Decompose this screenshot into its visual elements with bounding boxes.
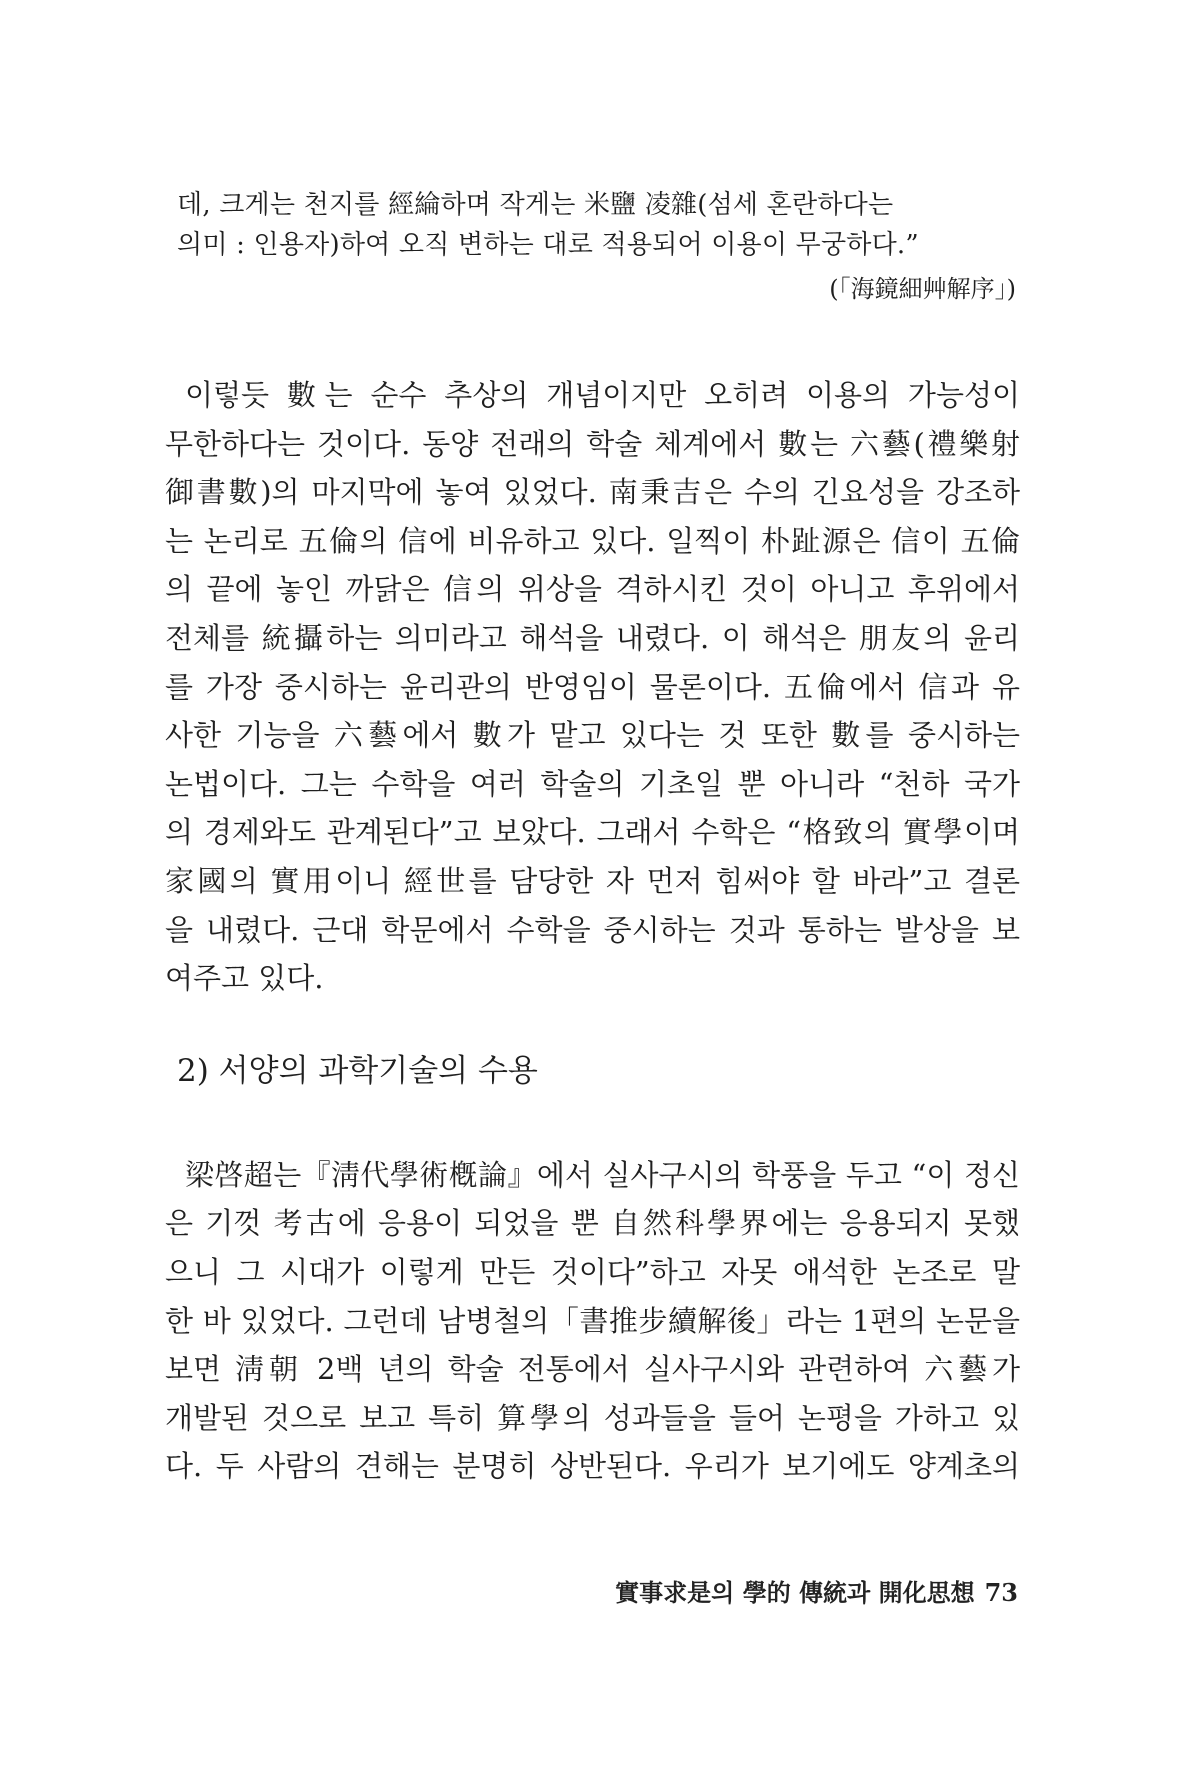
block-quote <box>165 185 1020 309</box>
paragraph-line: 보면 淸朝 2백 년의 학술 전통에서 실사구시와 관련하여 六藝가 <box>165 1352 1020 1387</box>
paragraph-line: 여주고 있다. <box>165 961 324 996</box>
paragraph-line: 전체를 統攝하는 의미라고 해석을 내렸다. 이 해석은 朋友의 윤리 <box>165 620 1020 655</box>
quote-source: (「海鏡細艸解序」) <box>829 275 1016 303</box>
paragraph-line: 이렇듯 數는 순수 추상의 개념이지만 오히려 이용의 가능성이 <box>185 378 1020 412</box>
paragraph-line: 는 논리로 五倫의 信에 비유하고 있다. 일찍이 朴趾源은 信이 五倫 <box>165 523 1020 558</box>
paragraph-1 <box>165 371 1020 1003</box>
page-footer <box>615 1573 1018 1608</box>
running-title: 實事求是의 學的 傳統과 開化思想 <box>615 1578 975 1607</box>
section-heading: 2) 서양의 과학기술의 수용 <box>177 1052 538 1089</box>
paragraph-line: 다. 두 사람의 견해는 분명히 상반된다. 우리가 보기에도 양계초의 <box>165 1449 1020 1484</box>
paragraph-line: 으니 그 시대가 이렇게 만든 것이다”하고 자못 애석한 논조로 말 <box>165 1254 1020 1289</box>
paragraph-line: 논법이다. 그는 수학을 여러 학술의 기초일 뿐 아니라 “천하 국가 <box>165 766 1020 801</box>
paragraph-line: 개발된 것으로 보고 특히 算學의 성과들을 들어 논평을 가하고 있 <box>165 1400 1020 1435</box>
quote-line: 데, 크게는 천지를 經綸하며 작게는 米鹽 凌雜(섬세 혼란하다는 <box>177 190 894 220</box>
paragraph-line: 을 내렸다. 근대 학문에서 수학을 중시하는 것과 통하는 발상을 보 <box>165 912 1020 947</box>
page-number: 73 <box>984 1578 1018 1607</box>
paragraph-line: 한 바 있었다. 그런데 남병철의「書推步續解後」라는 1편의 논문을 <box>165 1303 1020 1338</box>
paragraph-line: 의 경제와도 관계된다”고 보았다. 그래서 수학은 “格致의 實學이며 <box>165 815 1020 850</box>
page-content <box>165 185 1020 1491</box>
paragraph-line: 를 가장 중시하는 윤리관의 반영임이 물론이다. 五倫에서 信과 유 <box>165 669 1020 704</box>
paragraph-line: 家國의 實用이니 經世를 담당한 자 먼저 힘써야 할 바라”고 결론 <box>165 863 1020 898</box>
paragraph-line: 의 끝에 놓인 까닭은 信의 위상을 격하시킨 것이 아니고 후위에서 <box>165 572 1020 607</box>
paragraph-line: 사한 기능을 六藝에서 數가 맡고 있다는 것 또한 數를 중시하는 <box>165 718 1020 753</box>
paragraph-line: 무한하다는 것이다. 동양 전래의 학술 체계에서 數는 六藝(禮樂射 <box>165 426 1020 461</box>
paragraph-2 <box>165 1151 1020 1491</box>
paragraph-line: 梁啓超는『淸代學術槪論』에서 실사구시의 학풍을 두고 “이 정신 <box>185 1157 1020 1192</box>
paragraph-line: 은 기껏 考古에 응용이 되었을 뿐 自然科學界에는 응용되지 못했 <box>165 1206 1020 1241</box>
paragraph-line: 御書數)의 마지막에 놓여 있었다. 南秉吉은 수의 긴요성을 강조하 <box>165 475 1020 510</box>
quote-line: 의미 : 인용자)하여 오직 변하는 대로 적용되어 이용이 무궁하다.” <box>177 230 919 260</box>
